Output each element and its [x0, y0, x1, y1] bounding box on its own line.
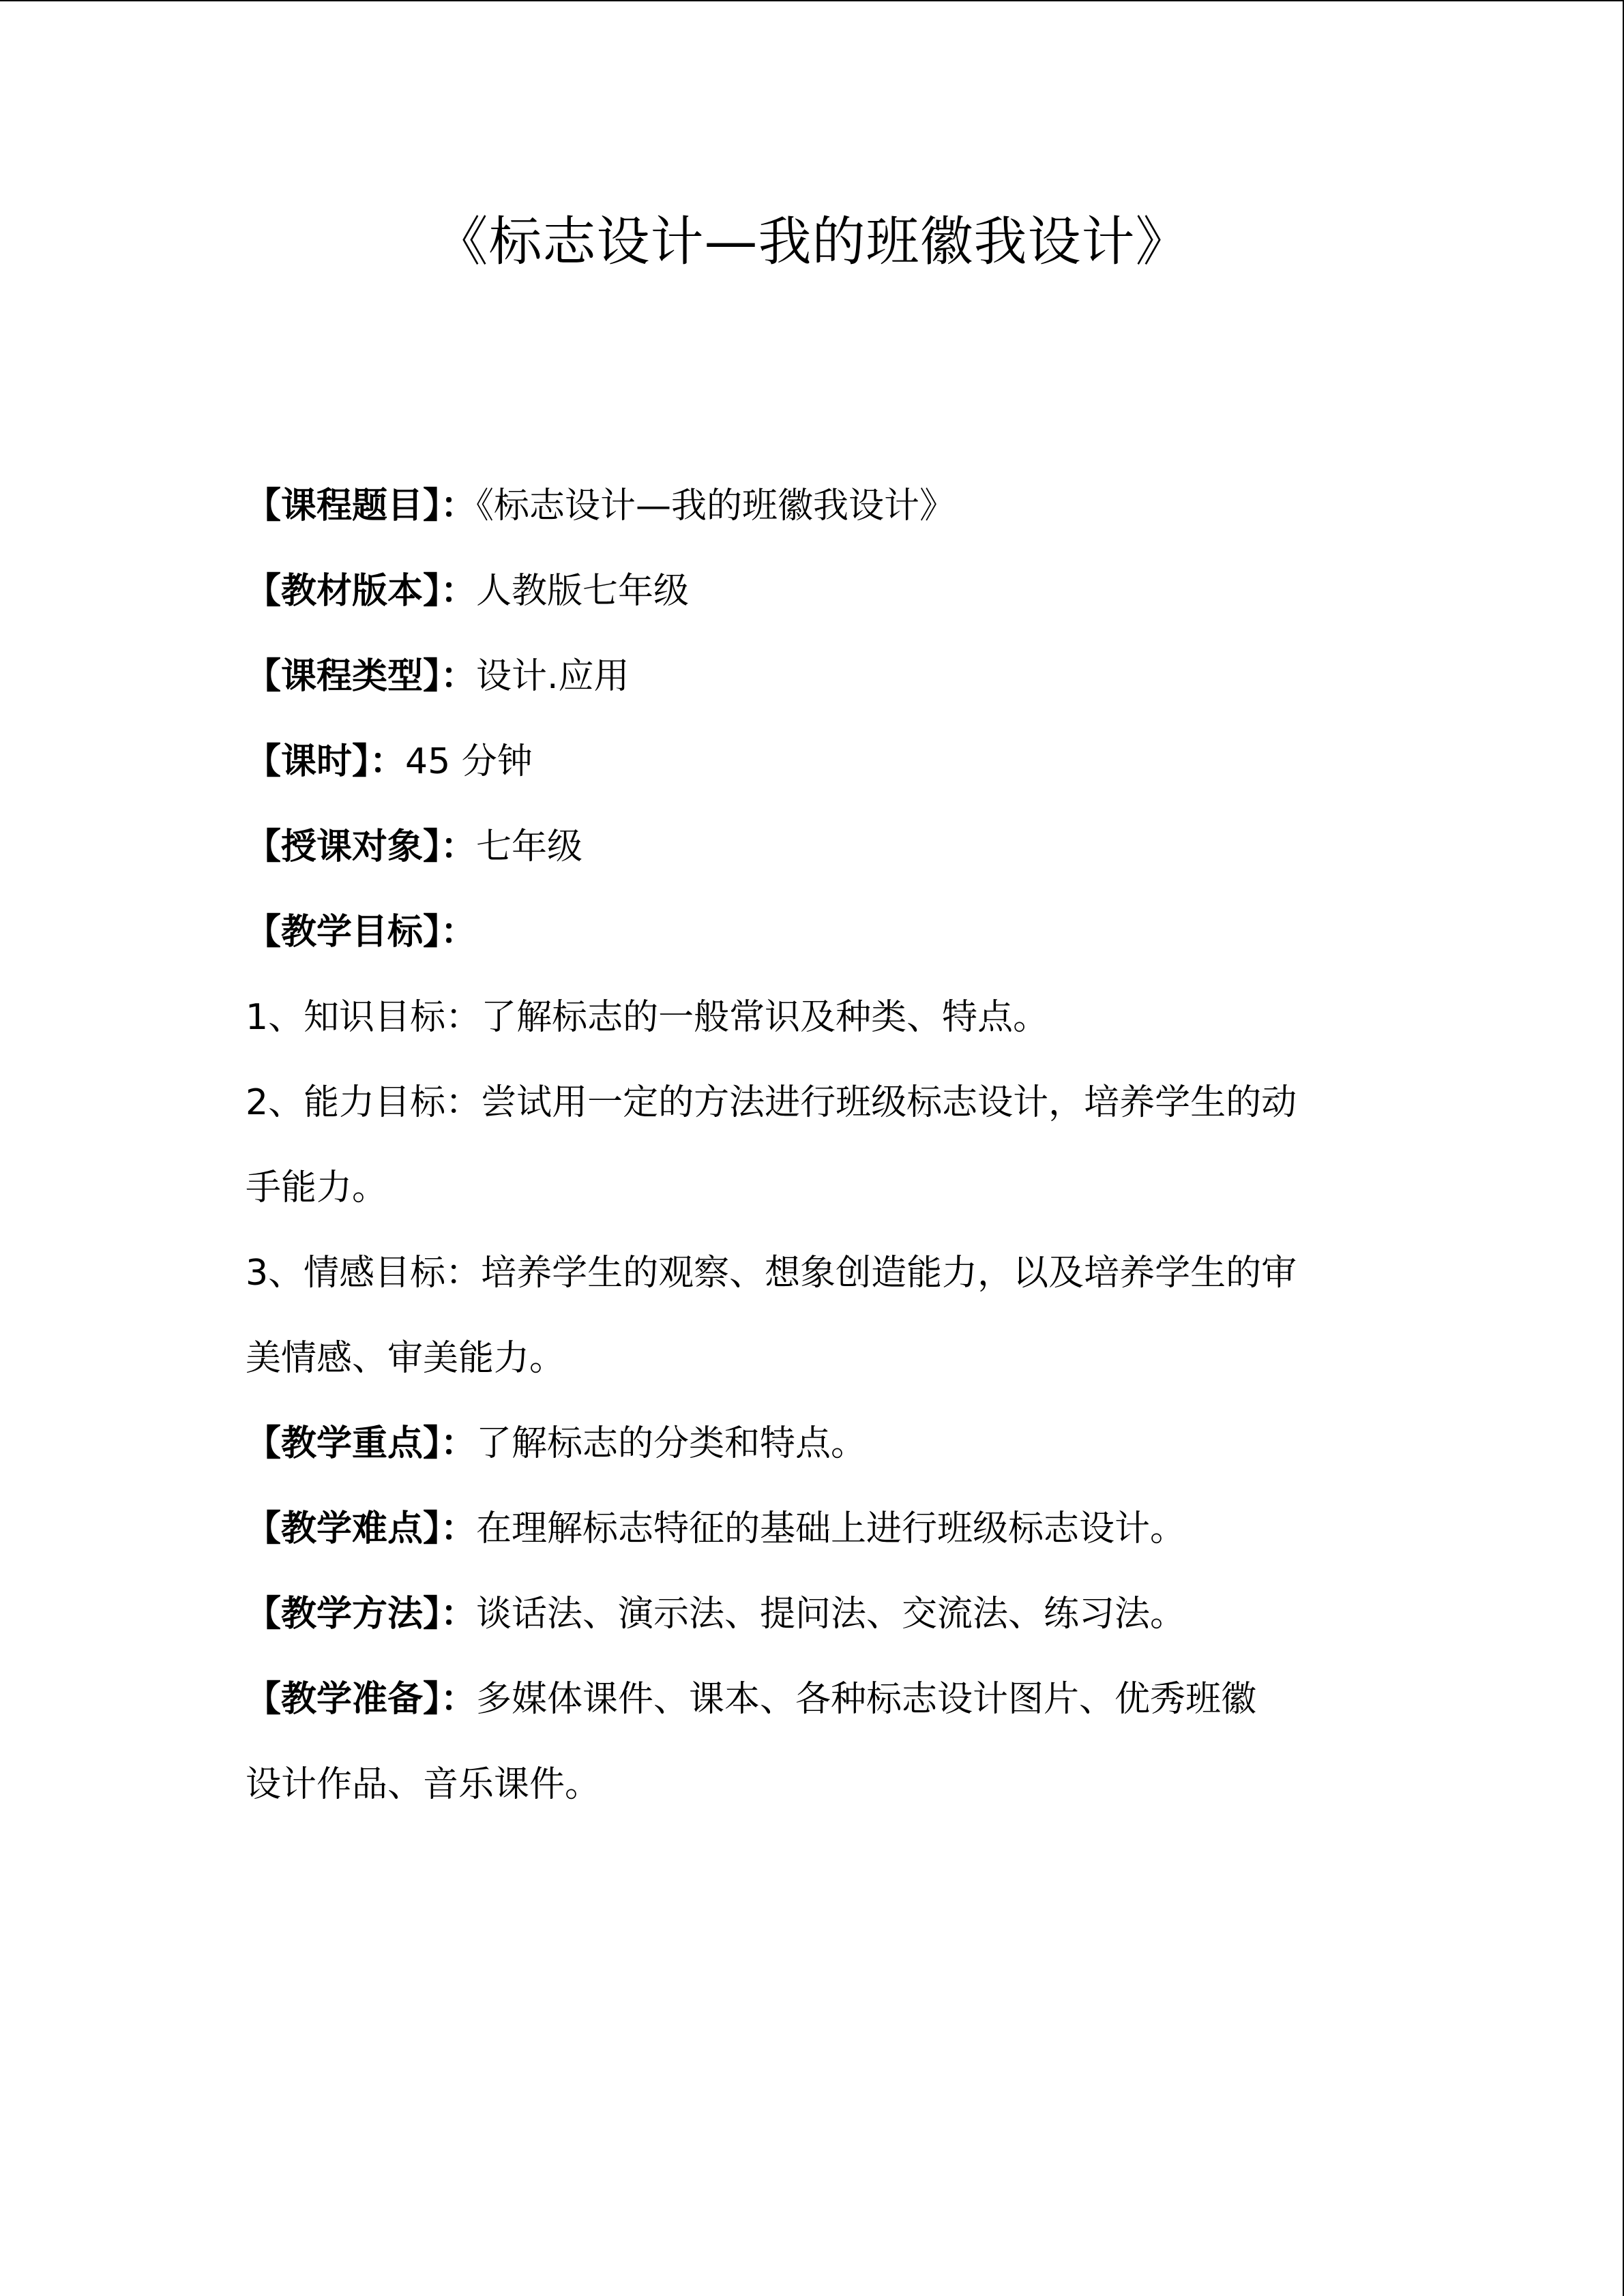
field-label: 【课程题目】 — [246, 486, 441, 526]
field-textbook-version — [246, 549, 1378, 634]
field-label: 【教学难点】 — [246, 1508, 441, 1549]
objective-line: 3、情感目标：培养学生的观察、想象创造能力，以及培养学生的审 — [246, 1253, 1297, 1294]
field-separator: ： — [441, 486, 477, 526]
field-label: 【授课对象】 — [246, 826, 441, 867]
field-value: 了解标志的分类和特点。 — [476, 1423, 867, 1464]
field-separator: ： — [441, 1679, 477, 1720]
field-teaching-methods — [246, 1572, 1378, 1657]
field-separator: ： — [441, 1508, 477, 1549]
field-label: 【课时】 — [246, 741, 370, 782]
field-separator: ： — [441, 656, 477, 697]
field-label: 【课程类型】 — [246, 656, 441, 697]
field-teaching-preparation — [246, 1657, 1378, 1742]
field-label: 【教学方法】 — [246, 1594, 441, 1635]
field-separator: ： — [441, 1594, 477, 1635]
objective-line: 2、能力目标：尝试用一定的方法进行班级标志设计，培养学生的动 — [246, 1082, 1297, 1123]
field-value: 多媒体课件、课本、各种标志设计图片、优秀班徽 — [476, 1679, 1257, 1720]
field-separator: ： — [441, 571, 477, 612]
field-label: 【教学目标】 — [246, 912, 441, 953]
objective-line: 1、知识目标：了解标志的一般常识及种类、特点。 — [246, 997, 1049, 1038]
field-course-title — [246, 464, 1378, 549]
field-value: 七年级 — [476, 826, 583, 867]
field-value: 《标志设计—我的班徽我设计》 — [476, 486, 956, 526]
field-separator: ： — [370, 741, 406, 782]
field-key-points — [246, 1401, 1378, 1487]
page-title: 《标志设计—我的班徽我设计》 — [434, 211, 1190, 273]
field-value: 在理解标志特征的基础上进行班级标志设计。 — [476, 1508, 1186, 1549]
field-label: 【教学准备】 — [246, 1679, 441, 1720]
objective-line: 美情感、审美能力。 — [246, 1338, 565, 1379]
field-label: 【教材版本】 — [246, 571, 441, 612]
objective-line: 手能力。 — [246, 1167, 388, 1208]
field-value: 45 分钟 — [405, 741, 533, 782]
field-teaching-objectives — [246, 890, 1378, 975]
field-value: 谈话法、演示法、提问法、交流法、练习法。 — [476, 1594, 1186, 1635]
field-difficult-points — [246, 1487, 1378, 1572]
field-label: 【教学重点】 — [246, 1423, 441, 1464]
field-course-type — [246, 634, 1378, 719]
field-audience — [246, 805, 1378, 890]
field-separator: ： — [441, 1423, 477, 1464]
document-body — [246, 464, 1378, 1828]
field-class-hours — [246, 719, 1378, 805]
field-value: 人教版七年级 — [476, 571, 690, 612]
field-separator: ： — [441, 826, 477, 867]
field-separator: ： — [441, 912, 477, 953]
preparation-continuation: 设计作品、音乐课件。 — [246, 1764, 601, 1805]
field-value: 设计.应用 — [476, 656, 630, 697]
